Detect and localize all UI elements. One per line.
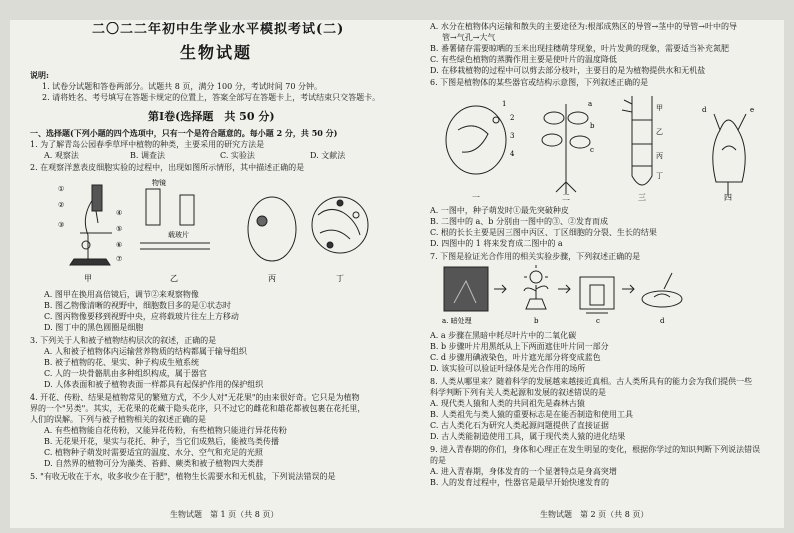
q2-option-d: D. 图丁中的黑色圆圈是细胞 [44,323,144,332]
figure-one: 一 [472,193,480,202]
question-6: 6. 下图是植物体的某些器官或结构示意图，下列叙述正确的是 [430,78,649,87]
label-5: ⑤ [116,225,123,233]
step-d-label: d [660,317,665,325]
q6-option-c: C. 根的长长主要是因三图中丙区、丁区细胞的分裂、生长的结果 [430,228,657,237]
exam-sheet [10,20,784,528]
objective-label: 物镜 [152,179,166,187]
label-6: ⑥ [116,241,123,249]
q1-option-b: B. 调查法 [130,151,165,160]
q7-option-c: C. d 步骤用碘液染色，叶片遮光部分将变成蓝色 [430,353,601,362]
arrow-b-c [558,285,570,293]
question-9-line-2: 的是 [430,456,446,465]
question-5: 5. "有收无收在于水，收多收少在于肥"，植物生长需要水和无机盐，下列说法错误的是 [30,472,336,481]
field-of-view-circle [248,197,296,261]
label-7: ⑦ [116,255,123,263]
q6-figure [438,90,768,202]
seedling-label-c: c [590,146,594,154]
q2-option-a: A. 图甲在换用高倍镜后，调节②来观察物像 [44,290,199,299]
objective-diagram [140,189,210,249]
q7-option-d: D. 该实验可以验证叶绿体是光合作用的场所 [430,364,586,373]
figure-bing: 丙 [268,274,276,283]
question-8-line-2: 科学判断下列有关人类起源和发展的叙述错误的是 [430,388,606,397]
bud-label-d: d [702,106,707,114]
q3-option-a: A. 人和被子植物体内运输营养物质的结构都属于输导组织 [44,347,247,356]
label-3: ③ [58,221,65,229]
question-8-line-1: 8. 人类从哪里来？随着科学的发展越来越接近真相。古人类所具有的能力会为我们提供一些 [430,377,753,386]
root-zone-bing: 丙 [656,152,663,160]
figure-yi: 乙 [170,274,178,283]
q5-option-b: B. 番薯储存需要晾晒的玉米出现挂穗萌芽现象，叶片发黄的现象，需要适当补充氮肥 [430,44,729,53]
page-1 [30,20,405,528]
q3-option-d: D. 人体表面和被子植物表面一样都具有起保护作用的保护组织 [44,380,264,389]
q5-option-c: C. 有些绿色植物的蒸腾作用主要是使叶片的温度降低 [430,55,617,64]
q6-option-a: A. 一图中，种子萌发时①最先突破种皮 [430,206,569,215]
label-4: ④ [116,209,123,217]
step-a-label: a. 暗处理 [442,317,472,325]
q8-option-a: A. 现代类人猿和人类的共同祖先是森林古猿 [430,399,585,408]
q2-option-c: C. 图丙物像要移到视野中央，应将载玻片往左上方移动 [44,312,239,321]
q2-option-b: B. 图乙物像清晰的视野中，细胞数目多的是①状态时 [44,301,231,310]
q4-option-b: B. 无花果开花，果实与花托、种子，当它们成熟后，能被鸟类传播 [44,437,279,446]
root-zone-jia: 甲 [656,104,663,112]
dark-treatment-box [444,267,488,311]
cell-field-drawing [312,197,368,253]
seed-drawing [446,106,506,174]
q5-option-a-line-1: A. 水分在植物体内运输和散失的主要途径为:根部成熟区的导管→茎中的导管→叶中的导 [430,22,737,31]
label-1: ① [58,185,65,193]
q6-option-d: D. 四图中的 1 将来发育成二图中的 a [430,239,563,248]
q9-option-b: B. 人的发育过程中，性器官是最早开始快速发育的 [430,478,609,487]
label-2: ② [58,201,65,209]
seedling-drawing [542,104,590,194]
q3-option-b: B. 被子植物的花、果实、种子构成生殖系统 [44,358,199,367]
section-heading: 一、选择题(下列小题的四个选项中，只有一个是符合题意的。每小题 2 分，共 50 分) [30,128,338,138]
q5-option-d: D. 在移栽植物的过程中可以剪去部分枝叶，主要目的是为植物提供水和无机盐 [430,66,706,75]
flower-bud-drawing [713,114,746,194]
step-c-label: c [596,317,600,325]
question-2: 2. 在观察洋葱表皮细胞实验的过程中，出现如图所示情形，其中描述正确的是 [30,163,305,172]
part-title: 第Ⅰ卷(选择题 共 50 分) [148,110,275,123]
q4-option-d: D. 自然界的植物可分为藻类、苔藓、蕨类和被子植物四大类群 [44,459,264,468]
iodine-dish-drawing [642,273,682,307]
q2-figure [40,175,380,285]
exam-title: 二〇二二年初中生学业水平模拟考试(二) [92,22,345,37]
microscope-drawing [70,185,112,265]
root-zone-ding: 丁 [656,172,663,180]
arrow-c-d [622,285,634,293]
question-7: 7. 下图是验证光合作用的相关实验步骤，下列叙述正确的是 [430,252,641,261]
light-plant-drawing [524,265,548,309]
alcohol-bath-drawing [580,277,614,313]
seed-label-4: 4 [510,150,515,158]
bud-label-e: e [750,106,755,114]
page-2 [430,20,775,528]
page-2-footer: 生物试题 第 2 页（共 8 页） [540,510,649,519]
question-1: 1. 为了解青岛公园春季草坪中植物的种类，主要采用的研究方法是 [30,140,265,149]
q5-option-a-line-2: 管→气孔→大气 [442,33,496,42]
q8-option-c: C. 古人类化石为研究人类起源问题提供了直接证据 [430,421,609,430]
subject-title: 生物试题 [180,44,253,62]
q7-option-a: A. a 步骤在黑暗中耗尽叶片中的二氧化碳 [430,331,577,340]
seedling-label-b: b [590,122,595,130]
note-2: 2. 请将姓名、考号填写在答题卡规定的位置上，答案全部写在答题卡上，考试结束只交答题卡。 [42,93,381,102]
q1-option-c: C. 实验法 [220,151,255,160]
q8-option-b: B. 人类祖先与类人猿的重要标志是在能否制造和使用工具 [430,410,633,419]
q6-option-b: B. 二图中的 a、b 分别由一图中的③、②发育而成 [430,217,608,226]
q9-option-a: A. 进入青春期，身体发育的一个显著特点是身高突增 [430,467,617,476]
question-4-line-3: 人们的误解。下列与被子植物相关的叙述正确的是 [30,415,206,424]
figure-four: 四 [724,193,732,202]
seed-label-2: 2 [510,114,515,122]
slide-label: 载玻片 [168,231,189,239]
figure-two: 二 [562,193,570,202]
note-1: 1. 试卷分试题和答卷两部分。试题共 8 页，满分 100 分，考试时间 70 分钟。 [42,82,322,91]
q3-option-c: C. 人的一块骨骼肌由多种组织构成，属于器官 [44,369,207,378]
figure-three: 三 [638,193,646,202]
arrow-a-b [494,285,506,293]
root-tip-drawing [622,96,652,185]
question-4-line-2: 界的一个"另类"。其实，无花果的花藏于隐头花序，只不过它的雌花和雄花都被包裹在花托里， [30,404,366,413]
q1-option-d: D. 文献法 [310,151,346,160]
question-9-line-1: 9. 进入青春期的你们，身体和心理正在发生明显的变化，根据你学过的知识判断下列说法错误 [430,445,761,454]
notes-heading: 说明: [30,70,49,80]
q4-option-a: A. 有些植物能自花传粉，又能异花传粉，有些植物只能进行异花传粉 [44,426,287,435]
q8-option-d: D. 古人类能制造使用工具，属于现代类人猿的进化结果 [430,432,626,441]
q1-option-a: A. 观察法 [44,151,79,160]
seedling-label-a: a [588,100,593,108]
seed-label-3: 3 [510,132,515,140]
question-4-line-1: 4. 开花、传粉、结果是植物常见的繁殖方式，不少人对"无花果"的由来很好奇。它只是为植物 [30,393,360,402]
root-zone-yi: 乙 [656,128,663,136]
seed-label-1: 1 [502,100,507,108]
figure-jia: 甲 [84,274,92,283]
q4-option-c: C. 植物种子萌发时需要适宜的温度、水分、空气和充足的光照 [44,448,263,457]
question-3: 3. 下列关于人和被子植物结构层次的叙述，正确的是 [30,336,217,345]
page-1-footer: 生物试题 第 1 页（共 8 页） [170,510,279,519]
step-b-label: b [534,317,539,325]
q7-option-b: B. b 步骤叶片用黑纸从上下两面遮住叶片同一部分 [430,342,609,351]
figure-ding: 丁 [336,274,344,283]
q7-figure [440,263,690,327]
